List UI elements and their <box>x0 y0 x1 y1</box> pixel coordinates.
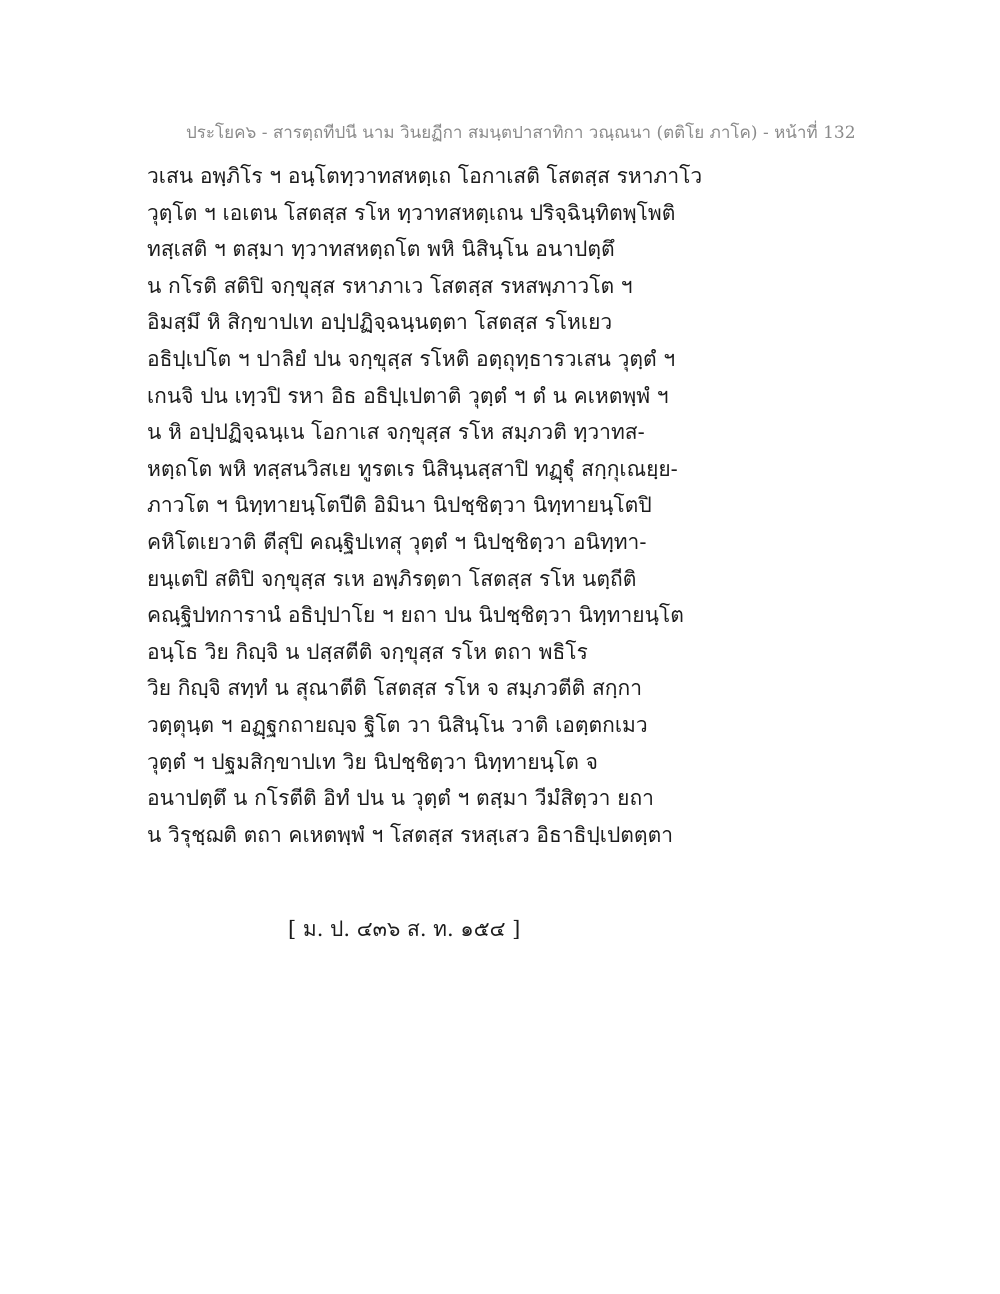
text-line: วตฺตุนฺต ฯ อฏฺฐกถายญฺจ ฐิโต วา นิสินฺโน วาติ เอตฺตกเมว <box>147 712 648 737</box>
text-line: น วิรุชฺฌติ ตถา คเหตพฺพํ ฯ โสตสฺส รหสฺเสว อิธาธิปฺเปตตฺตา <box>147 822 673 847</box>
text-line: เกนจิ ปน เทฺวปิ รหา อิธ อธิปฺเปตาติ วุตฺตํ ฯ ตํ น คเหตพฺพํ ฯ <box>147 383 669 408</box>
text-line: ยนฺเตปิ สติปิ จกฺขุสฺส รเห อพฺภิรตฺตา โสตสฺส รโห นตฺถีติ <box>147 566 637 591</box>
text-line: คหิโตเยวาติ ตีสุปิ คณฺฐิปเทสุ วุตฺตํ ฯ นิปชฺชิตฺวา อนิทฺทา- <box>147 529 647 554</box>
text-line: ทสฺเสติ ฯ ตสฺมา ทฺวาทสหตฺถโต พหิ นิสินฺโน อนาปตฺตึ <box>147 237 615 262</box>
text-line: อธิปฺเปโต ฯ ปาลิยํ ปน จกฺขุสฺส รโหติ อตฺถุทฺธารวเสน วุตฺตํ ฯ <box>147 346 676 371</box>
source-reference: [ ม. ป. ๔๓๖ ส. ท. ๑๕๔ ] <box>288 917 521 941</box>
text-line: อิมสฺมึ หิ สิกฺขาปเท อปฺปฏิจฺฉนฺนตฺตา โสตสฺส รโหเยว <box>147 310 613 335</box>
text-line: หตฺถโต พหิ ทสฺสนวิสเย ทูรตเร นิสินฺนสฺสาปิ ทฏฺฐุํ สกฺกุเณยฺย- <box>147 456 678 481</box>
text-line: วุตฺตํ ฯ ปฐมสิกฺขาปเท วิย นิปชฺชิตฺวา นิทฺทายนฺโต จ <box>147 749 598 774</box>
text-line: น หิ อปฺปฏิจฺฉนฺเน โอกาเส จกฺขุสฺส รโห สมฺภวติ ทฺวาทส- <box>147 420 645 445</box>
text-line: อนาปตฺตึ น กโรตีติ อิทํ ปน น วุตฺตํ ฯ ตสฺมา วีมํสิตฺวา ยถา <box>147 786 654 811</box>
text-line: วิย กิญฺจิ สทฺทํ น สุณาตีติ โสตสฺส รโห จ สมฺภวตีติ สกฺกา <box>147 676 642 701</box>
text-line: วเสน อพฺภิโร ฯ อนฺโตทฺวาทสหตฺเถ โอกาเสติ โสตสฺส รหาภาโว <box>147 164 703 188</box>
body-text <box>147 158 707 853</box>
text-line: ภาวโต ฯ นิทฺทายนฺโตปีติ อิมินา นิปชฺชิตฺวา นิทฺทายนฺโตปิ <box>147 493 652 518</box>
text-line: วุตฺโต ฯ เอเตน โสตสฺส รโห ทฺวาทสหตฺเถน ปริจฺฉินฺทิตพฺโพติ <box>147 200 676 225</box>
text-line: น กโรติ สติปิ จกฺขุสฺส รหาภาเว โสตสฺส รหสพฺภาวโต ฯ <box>147 273 633 298</box>
running-header: ประโยค๖ - สารตฺถทีปนี นาม วินยฏีกา สมนฺตปาสาทิกา วณฺณนา (ตติโย ภาโค) - หน้าที่ 132 <box>186 123 856 143</box>
text-line: อนฺโธ วิย กิญฺจิ น ปสฺสตีติ จกฺขุสฺส รโห ตถา พธิโร <box>147 639 588 664</box>
text-line: คณฺฐิปทการานํ อธิปฺปาโย ฯ ยถา ปน นิปชฺชิตฺวา นิทฺทายนฺโต <box>147 603 684 628</box>
